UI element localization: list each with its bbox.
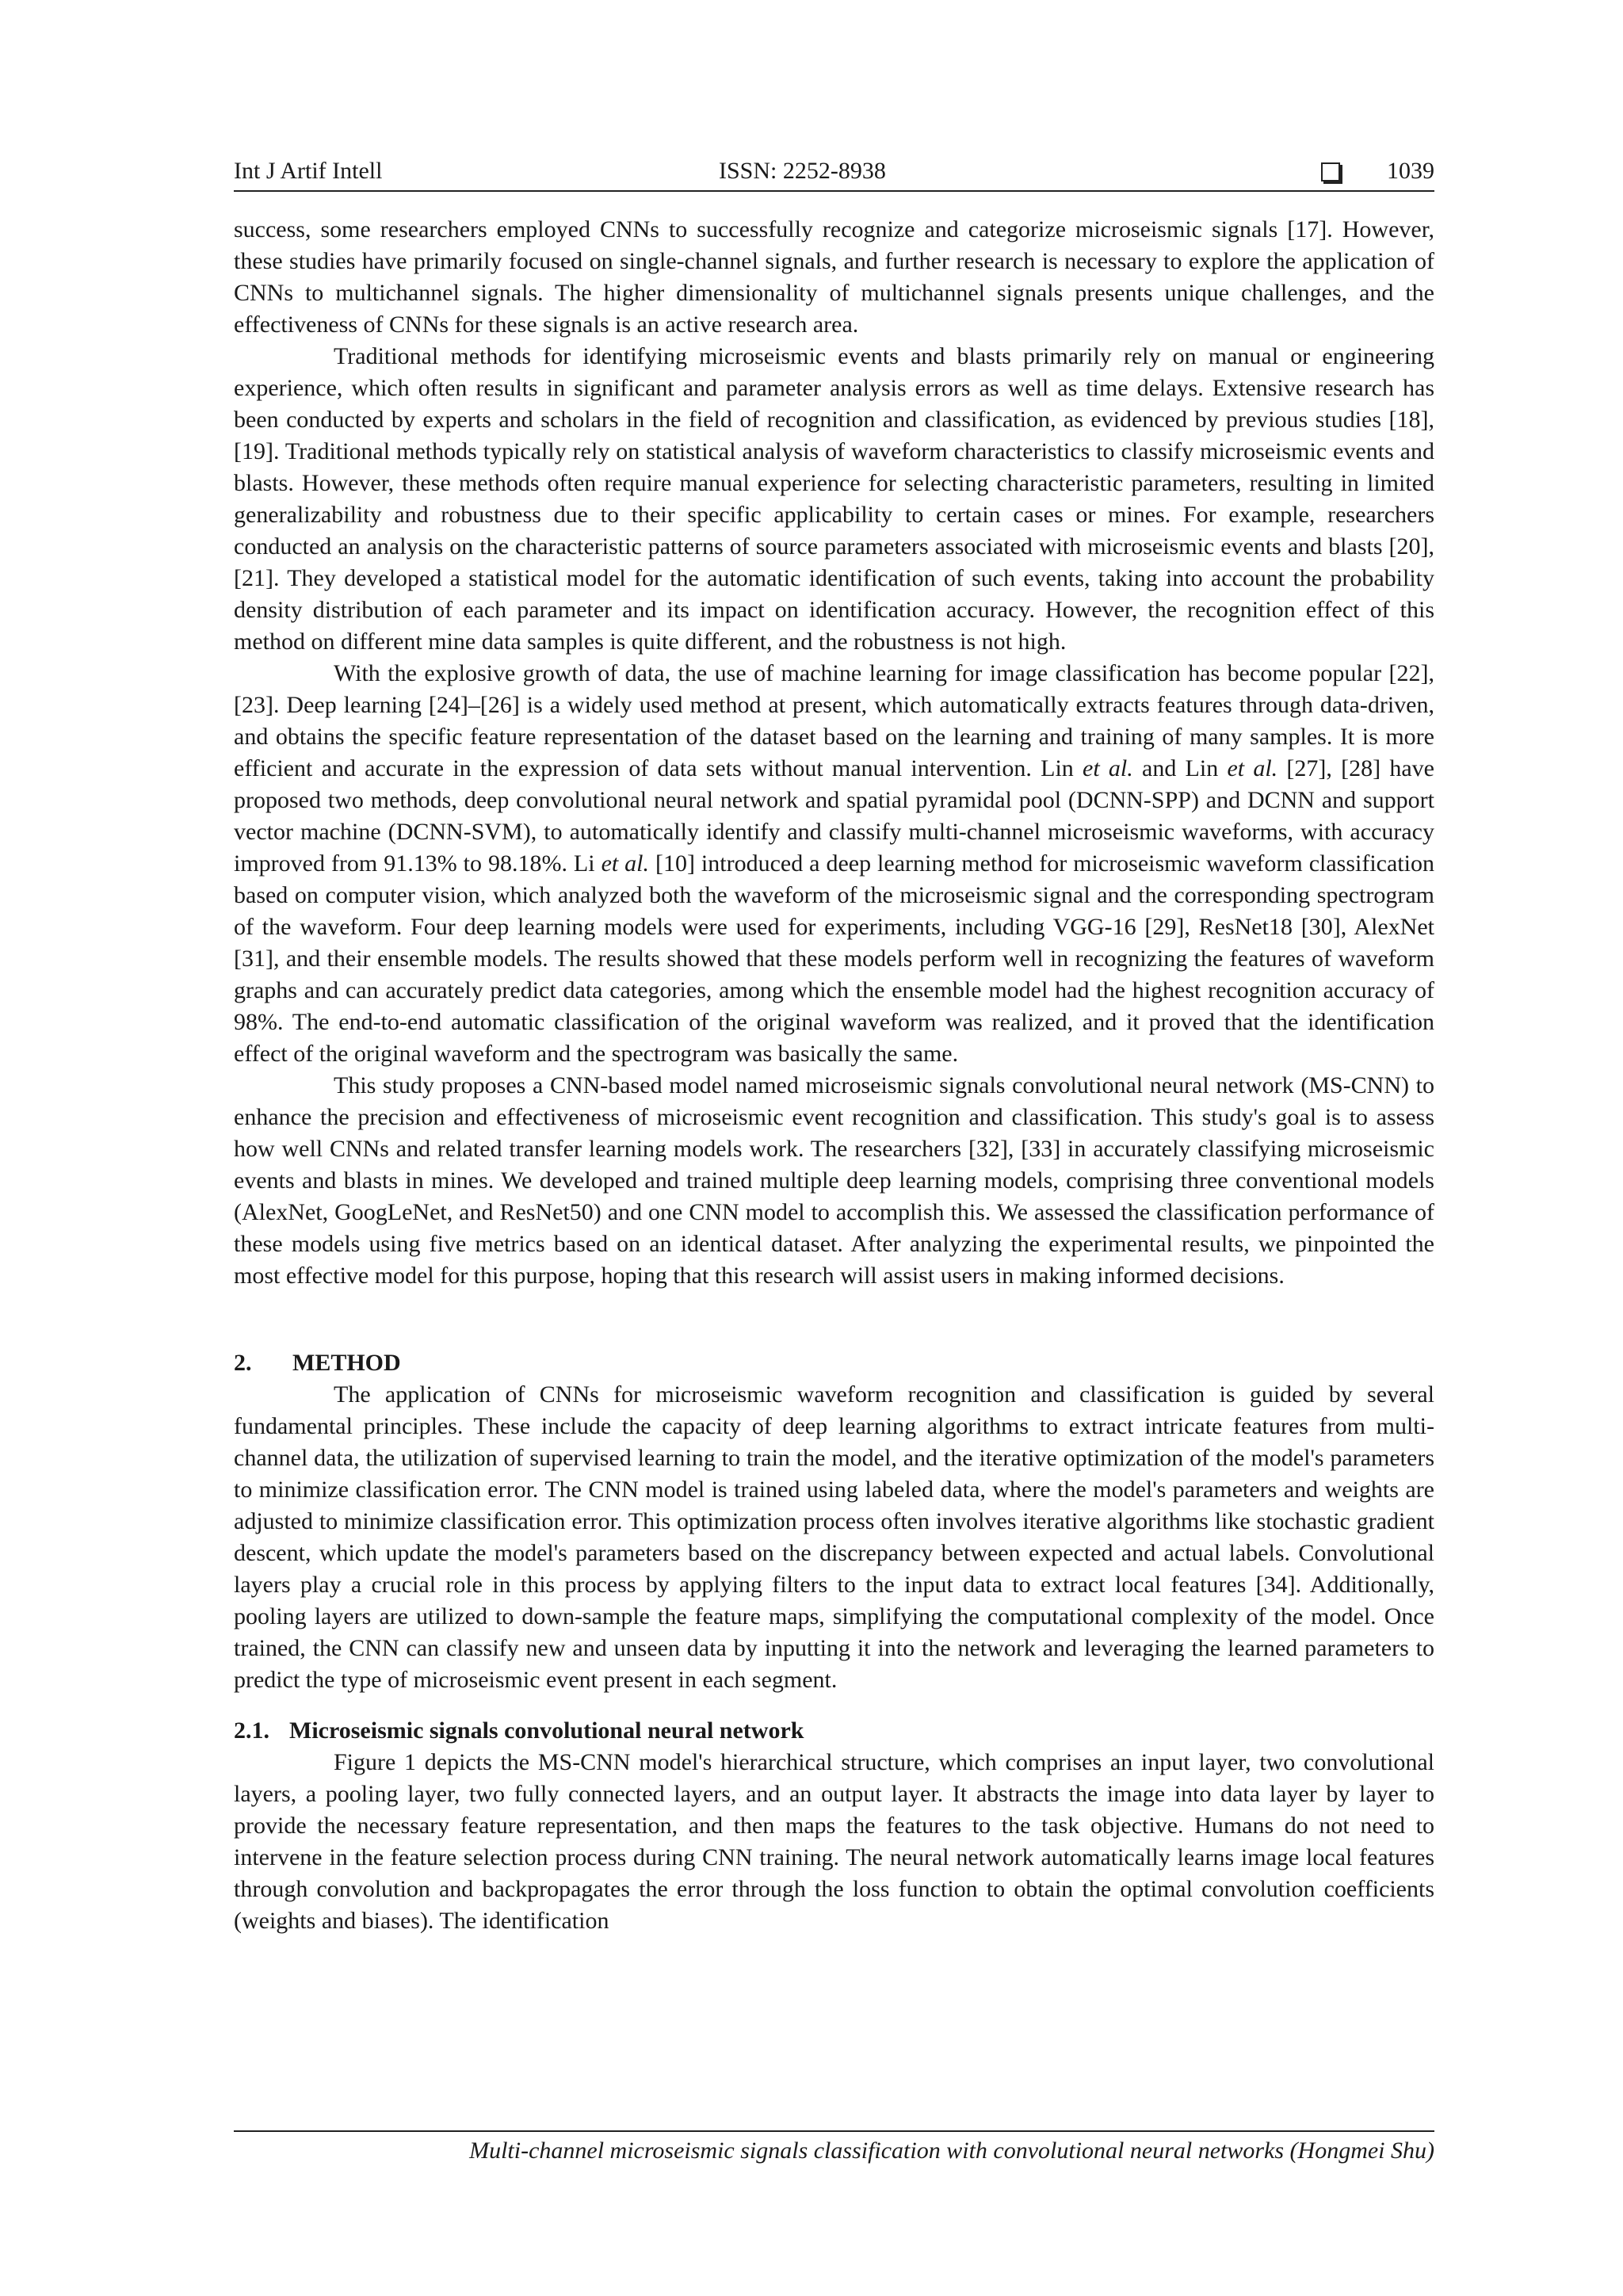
subsection-title: Microseismic signals convolutional neural network xyxy=(289,1717,804,1744)
paragraph: Figure 1 depicts the MS-CNN model's hierarchical structure, which comprises an input layer, two convolutional layers, a pooling layer, two fully connected layers, and an output layer. It abstracts the image into data layer by layer to provide the necessary feature representation, and then maps the features to the task objective. Humans do not need to intervene in the feature selection process during CNN training. The neural network automatically learns image local features through convolution and backpropagates the error through the loss function to obtain the optimal convolution coefficients (weights and biases). The identification xyxy=(234,1749,1434,1934)
section-title: METHOD xyxy=(292,1350,401,1376)
checkbox-square-icon xyxy=(1321,162,1340,181)
paragraph: The application of CNNs for microseismic waveform recognition and classification is guided by several fundamental principles. These include the capacity of deep learning algorithms to extract intricate features from multi-channel data, the utilization of supervised learning to train the model, and the iterative optimization of the model's parameters to minimize classification error. The CNN model is trained using labeled data, where the model's parameters and weights are adjusted to minimize classification error. This optimization process often involves iterative algorithms like stochastic gradient descent, which update the model's parameters based on the discrepancy between expected and actual labels. Convolutional layers play a crucial role in this process by applying filters to the input data to extract local features [34]. Additionally, pooling layers are utilized to down-sample the feature maps, simplifying the computational complexity of the model. Once trained, the CNN can classify new and unseen data by inputting it into the network and leveraging the learned parameters to predict the type of microseismic event present in each segment. xyxy=(234,1381,1434,1693)
section-number: 2. xyxy=(234,1350,252,1376)
text-run: [27], [28] have proposed two methods, deep convolutional neural network and spatial pyramidal pool (DCNN-SPP) and DCNN and support vector machine (DCNN-SVM), to automatically identify and classify multi-channel microseismic waveforms, with accuracy improved from 91.13% to 98.18%. Li xyxy=(234,755,1434,877)
article-body xyxy=(234,214,1434,1937)
footer-citation: Multi-channel microseismic signals classification with convolutional neural networks (Hongmei Shu) xyxy=(469,2137,1434,2164)
running-footer xyxy=(234,2130,1434,2167)
page-number: 1039 xyxy=(1387,158,1434,184)
italic-text: et al. xyxy=(1227,755,1278,781)
paragraph: success, some researchers employed CNNs to successfully recognize and categorize microseismic signals [17]. However, these studies have primarily focused on single-channel signals, and further research is necessary to explore the application of CNNs to multichannel signals. The higher dimensionality of multichannel signals presents unique challenges, and the effectiveness of CNNs for these signals is an active research area. xyxy=(234,216,1434,338)
text-run: With the explosive growth of data, the use of machine learning for image classification has become popular [22], [23]. Deep learning [24]–[26] is a widely used method at present, which automatically extracts features through data-driven, and obtains the specific feature representation of the dataset based on the learning and training of many samples. It is more efficient and accurate in the expression of data sets without manual intervention. Lin xyxy=(234,660,1434,781)
running-header xyxy=(234,155,1434,192)
paragraph: This study proposes a CNN-based model named microseismic signals convolutional neural network (MS-CNN) to enhance the precision and effectiveness of microseismic event recognition and classification. This study's goal is to assess how well CNNs and related transfer learning models work. The researchers [32], [33] in accurately classifying microseismic events and blasts in mines. We developed and trained multiple deep learning models, comprising three conventional models (AlexNet, GoogLeNet, and ResNet50) and one CNN model to accomplish this. We assessed the classification performance of these models using five metrics based on an identical dataset. After analyzing the experimental results, we pinpointed the most effective model for this purpose, hoping that this research will assist users in making informed decisions. xyxy=(234,1072,1434,1289)
italic-text: et al. xyxy=(1083,755,1133,781)
paragraph xyxy=(234,658,1434,1070)
text-run: [10] introduced a deep learning method for microseismic waveform classification based on computer vision, which analyzed both the waveform of the microseismic signal and the corresponding spectrogram of the waveform. Four deep learning models were used for experiments, including VGG-16 [29], ResNet18 [30], AlexNet [31], and their ensemble models. The results showed that these models perform well in recognizing the features of waveform graphs and can accurately predict data categories, among which the ensemble model had the highest recognition accuracy of 98%. The end-to-end automatic classification of the original waveform was realized, and it proved that the identification effect of the original waveform and the spectrogram was basically the same. xyxy=(234,850,1434,1067)
issn: ISSN: 2252-8938 xyxy=(719,158,886,184)
subsection-heading xyxy=(234,1715,1434,1747)
italic-text: et al. xyxy=(601,850,650,877)
journal-name: Int J Artif Intell xyxy=(234,158,383,184)
section-heading xyxy=(234,1347,1434,1379)
subsection-number: 2.1. xyxy=(234,1717,269,1744)
text-run: and Lin xyxy=(1132,755,1228,781)
paragraph: Traditional methods for identifying microseismic events and blasts primarily rely on manual or engineering experience, which often results in significant and parameter analysis errors as well as time delays. Extensive research has been conducted by experts and scholars in the field of recognition and classification, as evidenced by previous studies [18], [19]. Traditional methods typically rely on statistical analysis of waveform characteristics to classify microseismic events and blasts. However, these methods often require manual experience for selecting characteristic parameters, resulting in limited generalizability and robustness due to their specific applicability to certain cases or mines. For example, researchers conducted an analysis on the characteristic patterns of source parameters associated with microseismic events and blasts [20], [21]. They developed a statistical model for the automatic identification of such events, taking into account the probability density distribution of each parameter and its impact on identification accuracy. However, the recognition effect of this method on different mine data samples is quite different, and the robustness is not high. xyxy=(234,343,1434,655)
